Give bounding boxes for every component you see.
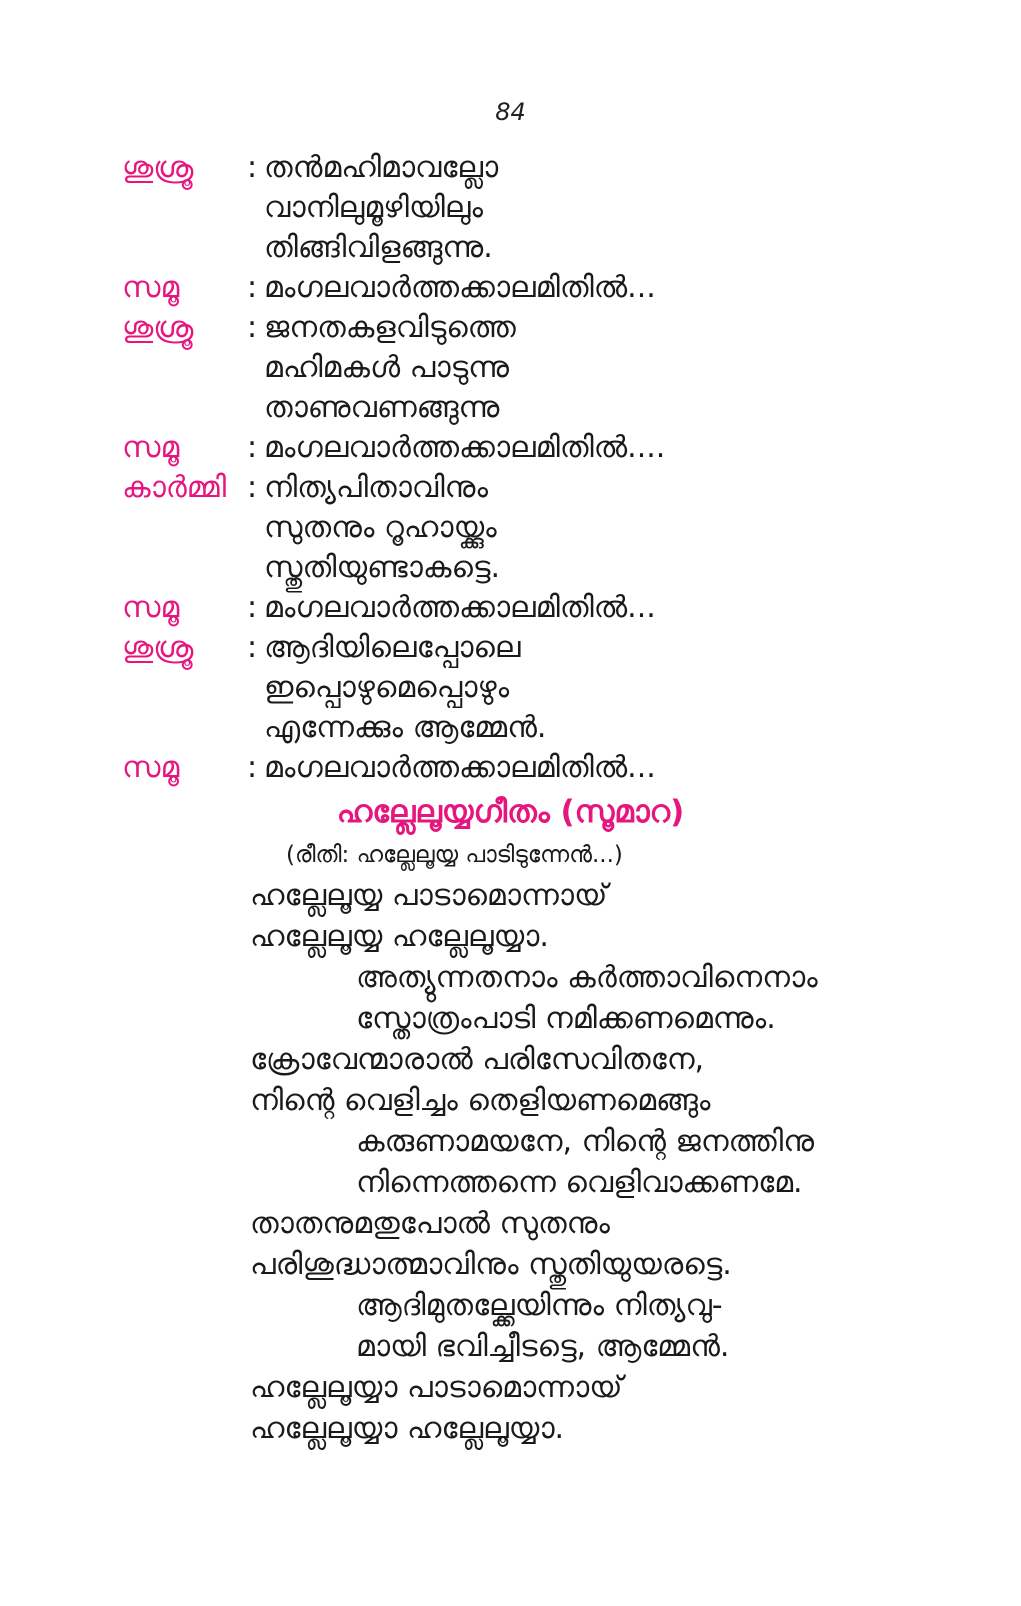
hymn-line: സ്തോത്രംപാടി നമിക്കണമെന്നും.: [356, 1001, 776, 1036]
speaker-colon: :: [247, 590, 258, 625]
hymn-line: മായി ഭവിച്ചീടട്ടെ, ആമ്മേൻ.: [356, 1329, 730, 1364]
speaker-label: ശുശ്രൂ: [122, 310, 194, 345]
speaker-colon: :: [247, 430, 258, 465]
hymn-line: അത്യുന്നതനാം കർത്താവിനെനാം: [356, 960, 818, 995]
speaker-colon: :: [247, 270, 258, 305]
hymn-line: ഹല്ലേലൂയ്യാ ഹല്ലേലൂയ്യാ.: [250, 1411, 565, 1446]
dialogue-line: സ്തുതിയുണ്ടാകട്ടെ.: [264, 550, 501, 585]
speaker-label: സമൂ: [122, 270, 180, 305]
dialogue-line: മംഗലവാർത്തക്കാലമിതിൽ...: [264, 750, 656, 785]
dialogue-line: എന്നേക്കും ആമ്മേൻ.: [264, 710, 547, 745]
dialogue-line: ആദിയിലെപ്പോലെ: [264, 630, 521, 665]
speaker-label: സമൂ: [122, 590, 180, 625]
hymn-line: നിന്റെ വെളിച്ചം തെളിയണമെങ്ങും: [250, 1083, 711, 1118]
hymn-line: പരിശുദ്ധാത്മാവിനും സ്തുതിയുയരട്ടെ.: [250, 1247, 732, 1282]
hymn-line: നിന്നെത്തന്നെ വെളിവാക്കണമേ.: [356, 1165, 803, 1200]
speaker-colon: :: [247, 630, 258, 665]
dialogue-line: ഇപ്പൊഴുമെപ്പൊഴും: [264, 670, 510, 705]
page-number: 84: [495, 98, 526, 126]
dialogue-line: മഹിമകൾ പാടുന്നു: [264, 350, 510, 385]
dialogue-line: മംഗലവാർത്തക്കാലമിതിൽ...: [264, 590, 656, 625]
hymn-line: ഹല്ലേലൂയ്യ പാടാമൊന്നായ്: [250, 878, 608, 913]
speaker-colon: :: [247, 750, 258, 785]
dialogue-line: ജനതകളവിടുത്തെ: [264, 310, 516, 345]
dialogue-line: തിങ്ങിവിളങ്ങുന്നു.: [264, 230, 493, 265]
hymn-line: ഹല്ലേലൂയ്യാ പാടാമൊന്നായ്: [250, 1370, 623, 1405]
speaker-label: ശുശ്രൂ: [122, 150, 194, 185]
hymn-line: ക്രോവേന്മാരാൽ പരിസേവിതനേ,: [250, 1042, 705, 1077]
hymn-line: ആദിമുതല്ക്കേയിന്നും നിത്യവു-: [356, 1288, 723, 1323]
speaker-colon: :: [247, 470, 258, 505]
speaker-label: ശുശ്രൂ: [122, 630, 194, 665]
speaker-label: സമൂ: [122, 750, 180, 785]
dialogue-line: വാനിലുമൂഴിയിലും: [264, 190, 484, 225]
speaker-colon: :: [247, 310, 258, 345]
hymn-tune: (രീതി: ഹല്ലേലൂയ്യ പാടിടുന്നേൻ...): [286, 842, 623, 868]
speaker-label: കാർമ്മി: [122, 470, 227, 505]
dialogue-line: നിത്യപിതാവിനും: [264, 470, 489, 505]
hymn-title: ഹല്ലേലൂയ്യഗീതം (സൂമാറ): [336, 794, 685, 830]
dialogue-line: താണുവണങ്ങുന്നു: [264, 390, 500, 425]
hymn-line: താതനുമതുപോൽ സുതനും: [250, 1206, 610, 1241]
dialogue-line: സുതനും റൂഹായ്ക്കും: [264, 510, 497, 545]
speaker-label: സമൂ: [122, 430, 180, 465]
speaker-colon: :: [247, 150, 258, 185]
dialogue-line: മംഗലവാർത്തക്കാലമിതിൽ....: [264, 430, 666, 465]
hymn-line: കരുണാമയനേ, നിന്റെ ജനത്തിനു: [356, 1124, 814, 1159]
dialogue-line: തൻമഹിമാവല്ലോ: [264, 150, 499, 185]
dialogue-line: മംഗലവാർത്തക്കാലമിതിൽ...: [264, 270, 656, 305]
hymn-line: ഹല്ലേലൂയ്യ ഹല്ലേലൂയ്യാ.: [250, 919, 549, 954]
